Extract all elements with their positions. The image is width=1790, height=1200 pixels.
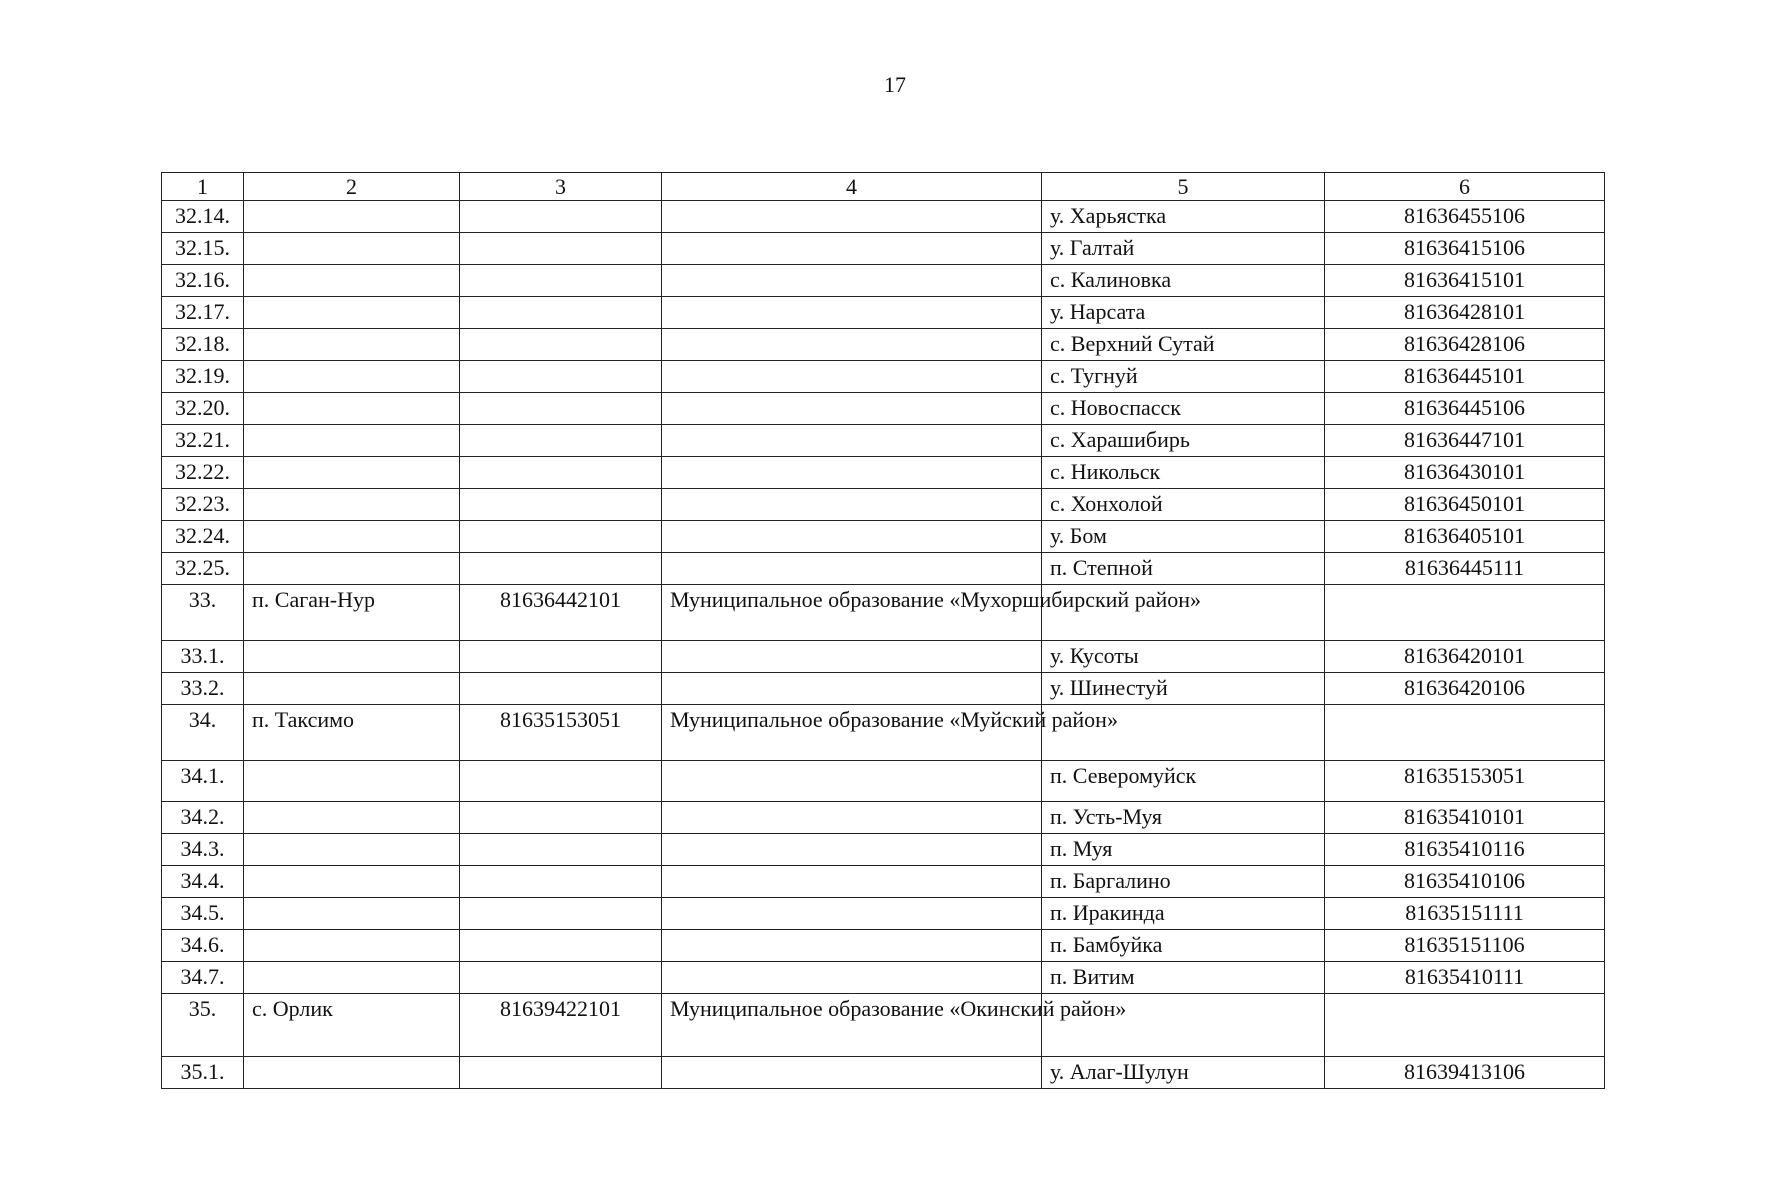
- cell-admin-center: [244, 1057, 460, 1089]
- cell-center-code: [460, 962, 662, 994]
- header-col-2: 2: [244, 173, 460, 201]
- cell-number: 32.14.: [162, 201, 244, 233]
- cell-municipality: Муниципальное образование «Окинский район»: [662, 994, 1042, 1057]
- cell-center-code: [460, 361, 662, 393]
- cell-admin-center: [244, 425, 460, 457]
- cell-okato-code: 81636455106: [1325, 201, 1605, 233]
- cell-number: 34.1.: [162, 761, 244, 802]
- cell-number: 34.6.: [162, 930, 244, 962]
- cell-settlement: с. Харашибирь: [1042, 425, 1325, 457]
- cell-admin-center: [244, 297, 460, 329]
- cell-admin-center: [244, 201, 460, 233]
- cell-admin-center: [244, 641, 460, 673]
- table-row: [162, 802, 1605, 834]
- cell-admin-center: [244, 553, 460, 585]
- cell-settlement: п. Муя: [1042, 834, 1325, 866]
- cell-okato-code: 81639413106: [1325, 1057, 1605, 1089]
- cell-admin-center: п. Таксимо: [244, 705, 460, 761]
- cell-number: 32.16.: [162, 265, 244, 297]
- cell-number: 35.: [162, 994, 244, 1057]
- cell-settlement: с. Новоспасск: [1042, 393, 1325, 425]
- cell-settlement: у. Харьястка: [1042, 201, 1325, 233]
- cell-admin-center: п. Саган-Нур: [244, 585, 460, 641]
- cell-municipality: [662, 329, 1042, 361]
- cell-number: 33.: [162, 585, 244, 641]
- cell-center-code: [460, 233, 662, 265]
- table-row: [162, 866, 1605, 898]
- cell-number: 32.19.: [162, 361, 244, 393]
- cell-number: 34.: [162, 705, 244, 761]
- table-row: [162, 898, 1605, 930]
- cell-okato-code: 81636447101: [1325, 425, 1605, 457]
- table-row: [162, 521, 1605, 553]
- table-row: [162, 489, 1605, 521]
- cell-okato-code: 81636428106: [1325, 329, 1605, 361]
- cell-center-code: [460, 761, 662, 802]
- cell-center-code: [460, 834, 662, 866]
- cell-center-code: [460, 201, 662, 233]
- cell-okato-code: 81636450101: [1325, 489, 1605, 521]
- cell-okato-code: [1325, 585, 1605, 641]
- cell-admin-center: [244, 673, 460, 705]
- table-row: [162, 761, 1605, 802]
- table-row: [162, 1057, 1605, 1089]
- cell-admin-center: [244, 866, 460, 898]
- cell-municipality: [662, 866, 1042, 898]
- cell-center-code: 81636442101: [460, 585, 662, 641]
- table-row: [162, 457, 1605, 489]
- cell-municipality: Муниципальное образование «Муйский район»: [662, 705, 1042, 761]
- header-col-6: 6: [1325, 173, 1605, 201]
- table-row: [162, 641, 1605, 673]
- header-col-5: 5: [1042, 173, 1325, 201]
- cell-okato-code: 81635151111: [1325, 898, 1605, 930]
- cell-number: 32.22.: [162, 457, 244, 489]
- page-number: 17: [884, 72, 906, 97]
- cell-okato-code: 81636445111: [1325, 553, 1605, 585]
- cell-center-code: [460, 930, 662, 962]
- cell-center-code: [460, 1057, 662, 1089]
- table-row: [162, 297, 1605, 329]
- cell-okato-code: 81635410111: [1325, 962, 1605, 994]
- cell-number: 32.20.: [162, 393, 244, 425]
- cell-admin-center: [244, 329, 460, 361]
- cell-admin-center: [244, 521, 460, 553]
- cell-okato-code: 81636415101: [1325, 265, 1605, 297]
- cell-okato-code: 81635410116: [1325, 834, 1605, 866]
- table-row: [162, 553, 1605, 585]
- cell-settlement: с. Тугнуй: [1042, 361, 1325, 393]
- cell-okato-code: 81636420101: [1325, 641, 1605, 673]
- cell-center-code: [460, 265, 662, 297]
- cell-okato-code: [1325, 705, 1605, 761]
- cell-settlement: п. Иракинда: [1042, 898, 1325, 930]
- cell-number: 35.1.: [162, 1057, 244, 1089]
- cell-municipality: [662, 834, 1042, 866]
- cell-center-code: [460, 521, 662, 553]
- cell-center-code: [460, 489, 662, 521]
- header-col-1: 1: [162, 173, 244, 201]
- cell-municipality: [662, 898, 1042, 930]
- table-header: [162, 173, 1605, 201]
- cell-settlement: с. Калиновка: [1042, 265, 1325, 297]
- cell-municipality: [662, 297, 1042, 329]
- cell-settlement: у. Нарсата: [1042, 297, 1325, 329]
- cell-municipality: Муниципальное образование «Мухоршибирский район»: [662, 585, 1042, 641]
- table-row: [162, 425, 1605, 457]
- cell-settlement: с. Верхний Сутай: [1042, 329, 1325, 361]
- cell-okato-code: 81636428101: [1325, 297, 1605, 329]
- table-body: [162, 201, 1605, 1089]
- cell-number: 32.24.: [162, 521, 244, 553]
- table-row: [162, 930, 1605, 962]
- cell-center-code: [460, 329, 662, 361]
- table-row: [162, 705, 1605, 761]
- cell-okato-code: [1325, 994, 1605, 1057]
- cell-center-code: [460, 393, 662, 425]
- cell-number: 34.5.: [162, 898, 244, 930]
- cell-center-code: [460, 553, 662, 585]
- cell-admin-center: [244, 802, 460, 834]
- cell-center-code: [460, 457, 662, 489]
- cell-okato-code: 81636445101: [1325, 361, 1605, 393]
- cell-municipality: [662, 962, 1042, 994]
- cell-center-code: [460, 898, 662, 930]
- cell-admin-center: [244, 834, 460, 866]
- cell-center-code: 81635153051: [460, 705, 662, 761]
- cell-settlement: п. Северомуйск: [1042, 761, 1325, 802]
- cell-number: 33.1.: [162, 641, 244, 673]
- cell-municipality: [662, 521, 1042, 553]
- cell-municipality: [662, 457, 1042, 489]
- cell-number: 32.18.: [162, 329, 244, 361]
- cell-municipality: [662, 930, 1042, 962]
- cell-center-code: [460, 297, 662, 329]
- cell-okato-code: 81635153051: [1325, 761, 1605, 802]
- table-row: [162, 361, 1605, 393]
- header-row: [162, 173, 1605, 201]
- cell-okato-code: 81636415106: [1325, 233, 1605, 265]
- cell-municipality: [662, 802, 1042, 834]
- cell-municipality: [662, 201, 1042, 233]
- cell-number: 34.4.: [162, 866, 244, 898]
- cell-municipality: [662, 489, 1042, 521]
- cell-municipality: [662, 641, 1042, 673]
- cell-municipality: [662, 393, 1042, 425]
- table-row: [162, 994, 1605, 1057]
- table-row: [162, 673, 1605, 705]
- cell-number: 34.2.: [162, 802, 244, 834]
- cell-center-code: 81639422101: [460, 994, 662, 1057]
- cell-center-code: [460, 673, 662, 705]
- header-col-3: 3: [460, 173, 662, 201]
- settlements-table: [161, 172, 1605, 1089]
- cell-number: 32.23.: [162, 489, 244, 521]
- cell-admin-center: [244, 962, 460, 994]
- cell-admin-center: [244, 761, 460, 802]
- cell-admin-center: [244, 898, 460, 930]
- cell-okato-code: 81636420106: [1325, 673, 1605, 705]
- table-row: [162, 962, 1605, 994]
- cell-okato-code: 81635151106: [1325, 930, 1605, 962]
- cell-number: 32.25.: [162, 553, 244, 585]
- cell-center-code: [460, 425, 662, 457]
- cell-settlement: п. Витим: [1042, 962, 1325, 994]
- cell-admin-center: [244, 361, 460, 393]
- cell-settlement: п. Степной: [1042, 553, 1325, 585]
- table-row: [162, 393, 1605, 425]
- cell-admin-center: [244, 930, 460, 962]
- cell-municipality: [662, 673, 1042, 705]
- table-row: [162, 329, 1605, 361]
- cell-okato-code: 81635410101: [1325, 802, 1605, 834]
- cell-settlement: п. Бамбуйка: [1042, 930, 1325, 962]
- cell-okato-code: 81636430101: [1325, 457, 1605, 489]
- cell-municipality: [662, 233, 1042, 265]
- cell-admin-center: [244, 233, 460, 265]
- cell-admin-center: [244, 393, 460, 425]
- cell-center-code: [460, 641, 662, 673]
- cell-number: 32.21.: [162, 425, 244, 457]
- cell-number: 33.2.: [162, 673, 244, 705]
- cell-number: 32.15.: [162, 233, 244, 265]
- cell-admin-center: с. Орлик: [244, 994, 460, 1057]
- cell-settlement: с. Хонхолой: [1042, 489, 1325, 521]
- cell-settlement: с. Никольск: [1042, 457, 1325, 489]
- table-row: [162, 201, 1605, 233]
- cell-center-code: [460, 802, 662, 834]
- table-row: [162, 265, 1605, 297]
- table-row: [162, 834, 1605, 866]
- cell-admin-center: [244, 489, 460, 521]
- cell-municipality: [662, 361, 1042, 393]
- cell-municipality: [662, 761, 1042, 802]
- cell-settlement: у. Алаг-Шулун: [1042, 1057, 1325, 1089]
- cell-settlement: п. Баргалино: [1042, 866, 1325, 898]
- cell-admin-center: [244, 457, 460, 489]
- cell-municipality: [662, 265, 1042, 297]
- cell-center-code: [460, 866, 662, 898]
- cell-number: 34.7.: [162, 962, 244, 994]
- cell-settlement: у. Шинестуй: [1042, 673, 1325, 705]
- cell-settlement: п. Усть-Муя: [1042, 802, 1325, 834]
- cell-settlement: у. Кусоты: [1042, 641, 1325, 673]
- cell-settlement: у. Бом: [1042, 521, 1325, 553]
- cell-municipality: [662, 1057, 1042, 1089]
- cell-settlement: у. Галтай: [1042, 233, 1325, 265]
- cell-admin-center: [244, 265, 460, 297]
- cell-municipality: [662, 553, 1042, 585]
- cell-okato-code: 81636405101: [1325, 521, 1605, 553]
- table-row: [162, 233, 1605, 265]
- table-row: [162, 585, 1605, 641]
- cell-okato-code: 81636445106: [1325, 393, 1605, 425]
- cell-okato-code: 81635410106: [1325, 866, 1605, 898]
- header-col-4: 4: [662, 173, 1042, 201]
- cell-municipality: [662, 425, 1042, 457]
- cell-number: 32.17.: [162, 297, 244, 329]
- cell-number: 34.3.: [162, 834, 244, 866]
